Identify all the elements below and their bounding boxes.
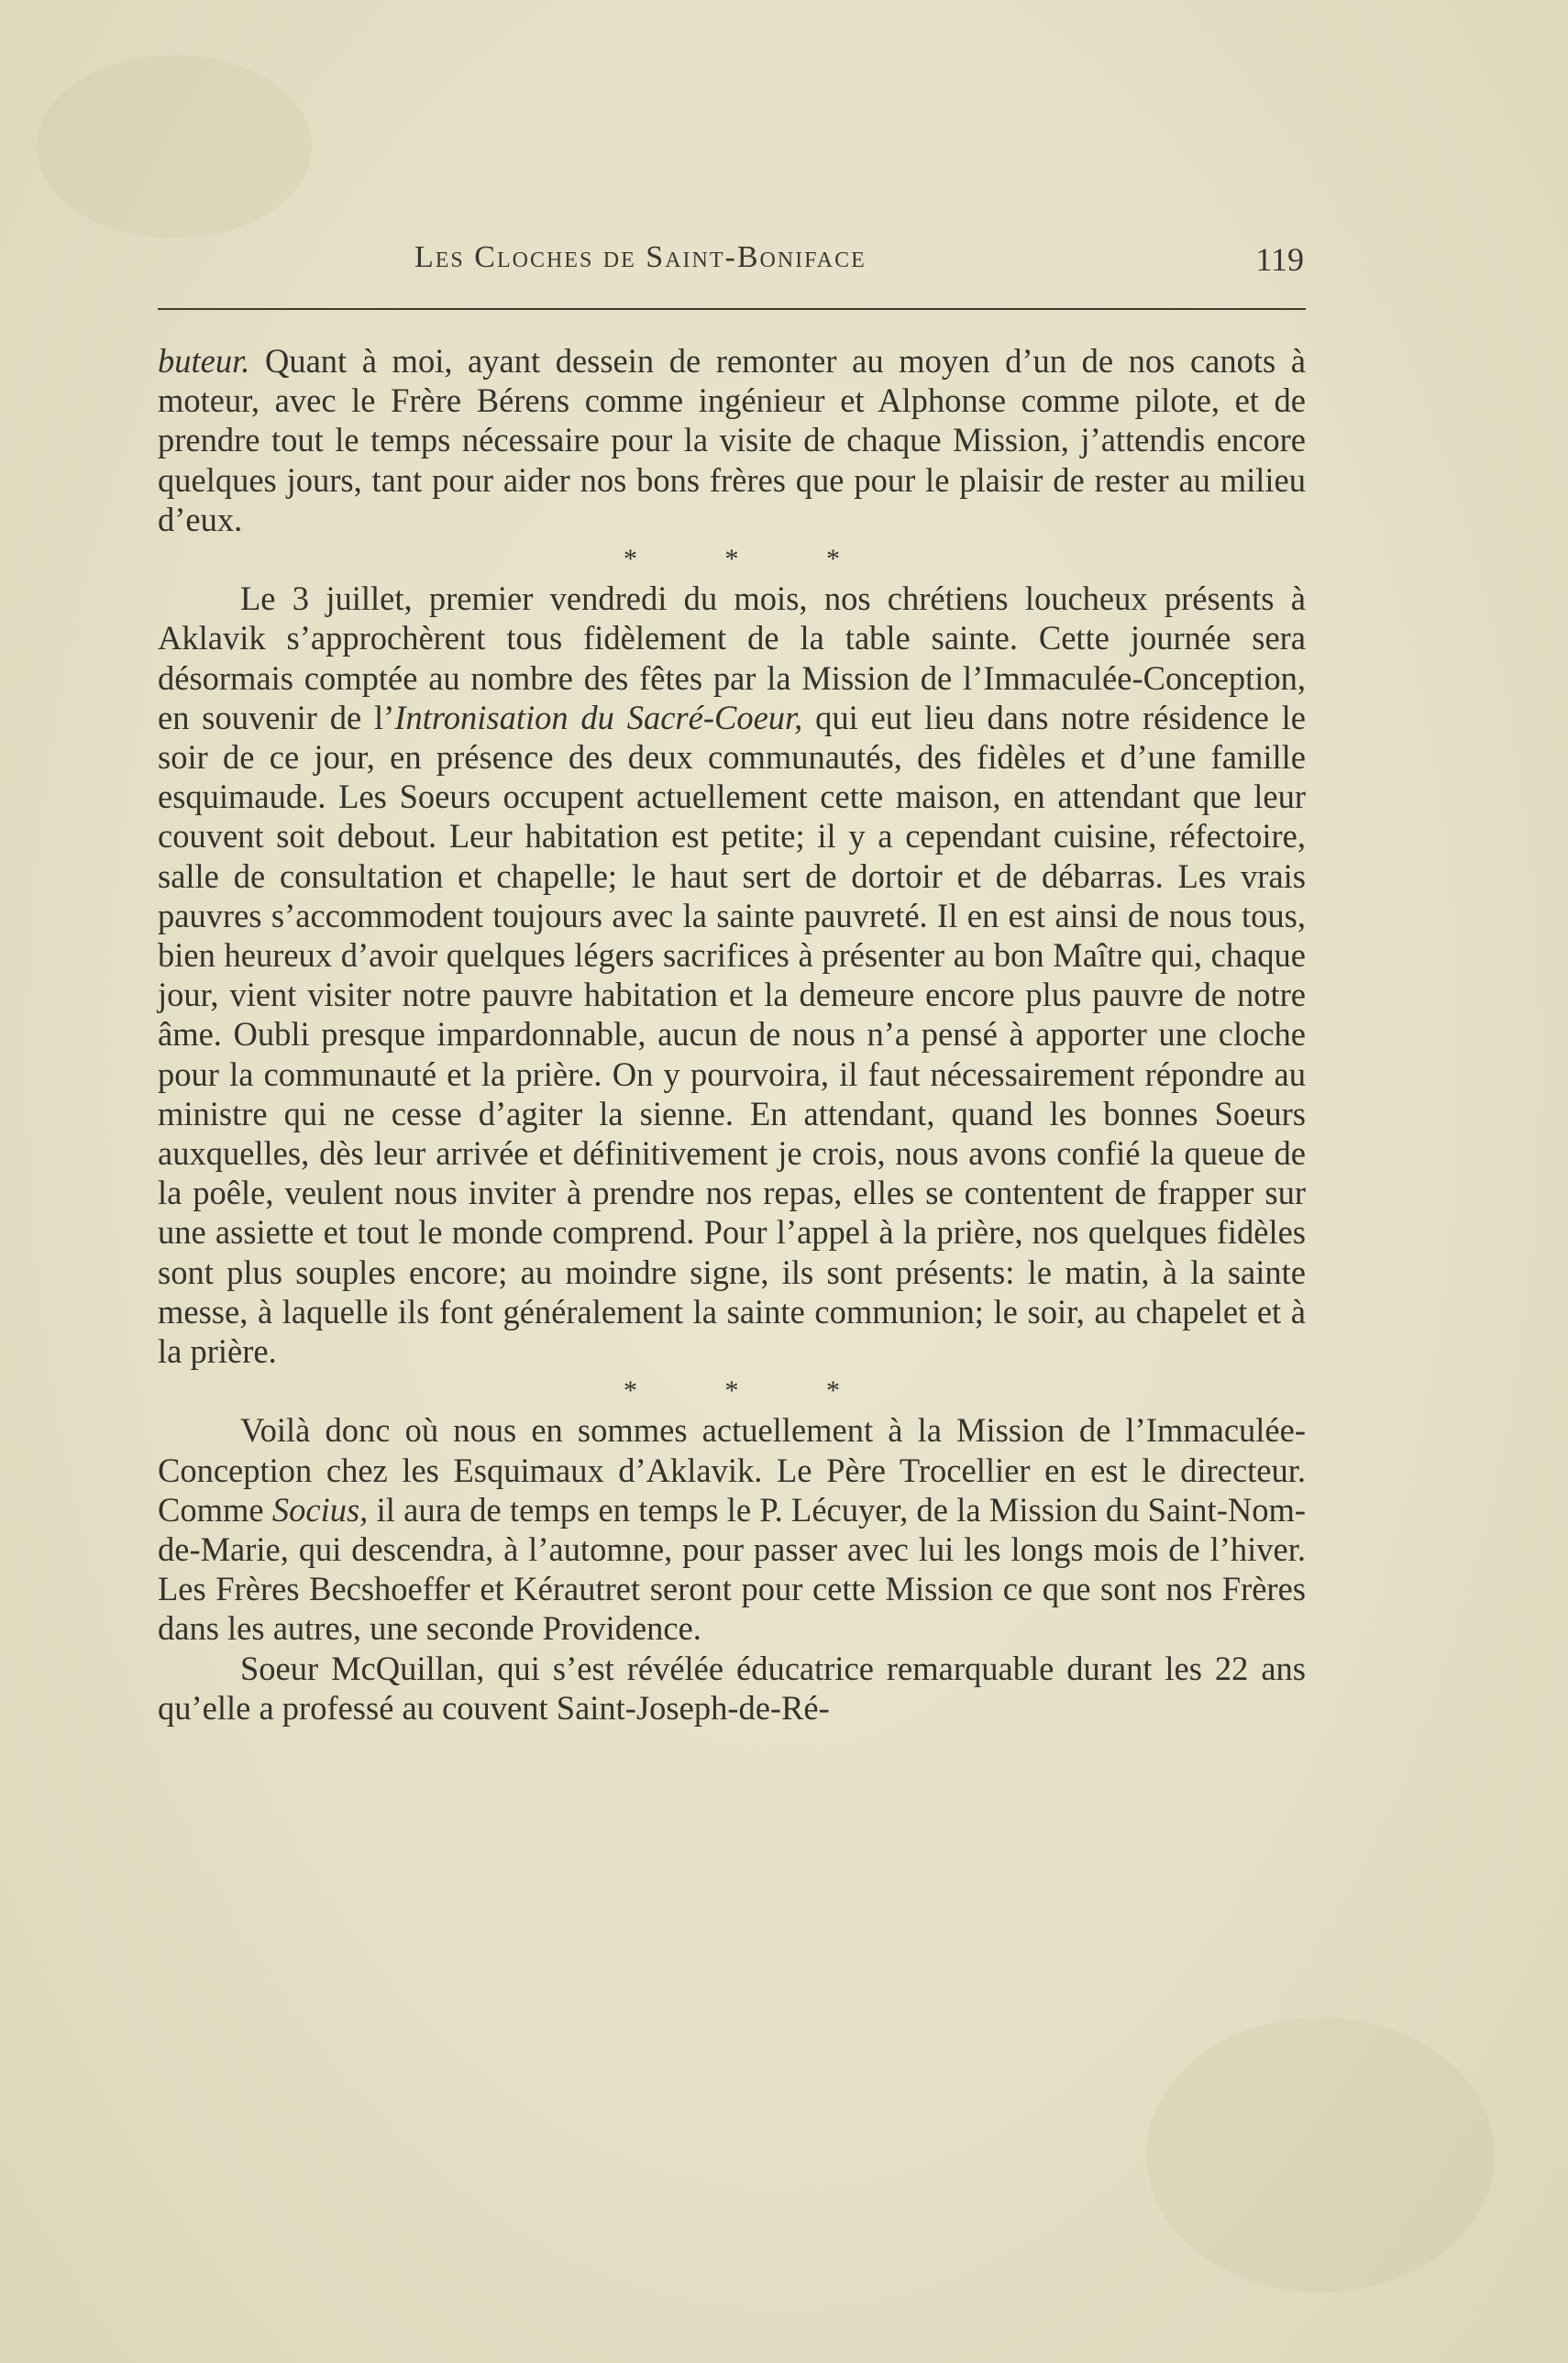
running-head [158, 240, 1304, 286]
paragraph-3-italic: Socius, [271, 1490, 369, 1529]
paragraph-2-text-a: Le 3 juillet, premier vendredi du mois, nos chrétiens loucheux présents à Aklavik s’approchèrent tous fidèlement de la table sainte. Cette journée sera désormais comptée au nombre des fêtes par la Mission de l’Immaculée-Conception, en souvenir de l’ [158, 580, 1306, 736]
paragraph-1 [158, 341, 1306, 539]
paper-stain [37, 55, 312, 238]
section-separator: * * * [624, 1375, 880, 1407]
paragraph-3-text-a: Voilà donc où nous en sommes actuellement à la Mission de l’Immaculée-Conception chez les Esquimaux d’Aklavik. Le Père Trocellier en est le directeur. Comme [158, 1411, 1306, 1529]
paper-stain [1146, 2017, 1495, 2292]
page-number: 119 [1255, 241, 1304, 278]
paragraph-1-italic: buteur. [158, 342, 250, 380]
section-separator: * * * [624, 544, 880, 575]
paragraph-2-italic: Intronisation du Sacré-Coeur, [394, 698, 803, 736]
paragraph-3 [158, 1410, 1306, 1648]
header-rule [158, 308, 1306, 310]
paragraph-1-text: Quant à moi, ayant dessein de remonter au moyen d’un de nos canots à moteur, avec le Frère Bérens comme ingénieur et Alphonse comme pilote, et de prendre tout le temps nécessaire pour la visite de chaque Mission, j’attendis encore quelques jours, tant pour aider nos bons frères que pour le plaisir de rester au milieu d’eux. [158, 342, 1306, 538]
running-title: Les Cloches de Saint-Boniface [414, 240, 867, 274]
paragraph-4: Soeur McQuillan, qui s’est révélée éducatrice remarquable durant les 22 ans qu’elle a professé au couvent Saint-Joseph-de-Ré- [158, 1649, 1306, 1727]
paragraph-2 [158, 579, 1306, 1371]
paragraph-3-text-b: il aura de temps en temps le P. Lécuyer, de la Mission du Saint-Nom-de-Marie, qui descendra, à l’automne, pour passer avec lui les longs mois de l’hiver. Les Frères Becshoeffer et Kérautret seront pour cette Mission ce que sont nos Frères dans les autres, une seconde Providence. [158, 1490, 1306, 1648]
paragraph-2-text-b: qui eut lieu dans notre résidence le soir de ce jour, en présence des deux communautés, des fidèles et d’une famille esquimaude. Les Soeurs occupent actuellement cette maison, en attendant que leur couvent soit debout. Leur habitation est petite; il y a cependant cuisine, réfectoire, salle de consultation et chapelle; le haut sert de dortoir et de débarras. Les vrais pauvres s’accommodent toujours avec la sainte pauvreté. Il en est ainsi de nous tous, bien heureux d’avoir quelques légers sacrifices à présenter au bon Maître qui, chaque jour, vient visiter notre pauvre habitation et la demeure encore plus pauvre de notre âme. Oubli presque impardonnable, aucun de nous n’a pensé à apporter une cloche pour la communauté et la prière. On y pourvoira, il faut nécessairement répondre au ministre qui ne cesse d’agiter la sienne. En attendant, quand les bonnes Soeurs auxquelles, dès leur arrivée et définitivement je crois, nous avons confié la queue de la poêle, veulent nous inviter à prendre nos repas, elles se contentent de frapper sur une assiette et tout le monde comprend. Pour l’appel à la prière, nos quelques fidèles sont plus souples encore; au moindre signe, ils sont présents: le matin, à la sainte messe, à laquelle ils font généralement la sainte communion; le soir, au chapelet et à la prière. [158, 698, 1306, 1371]
text-block [158, 341, 1306, 1728]
